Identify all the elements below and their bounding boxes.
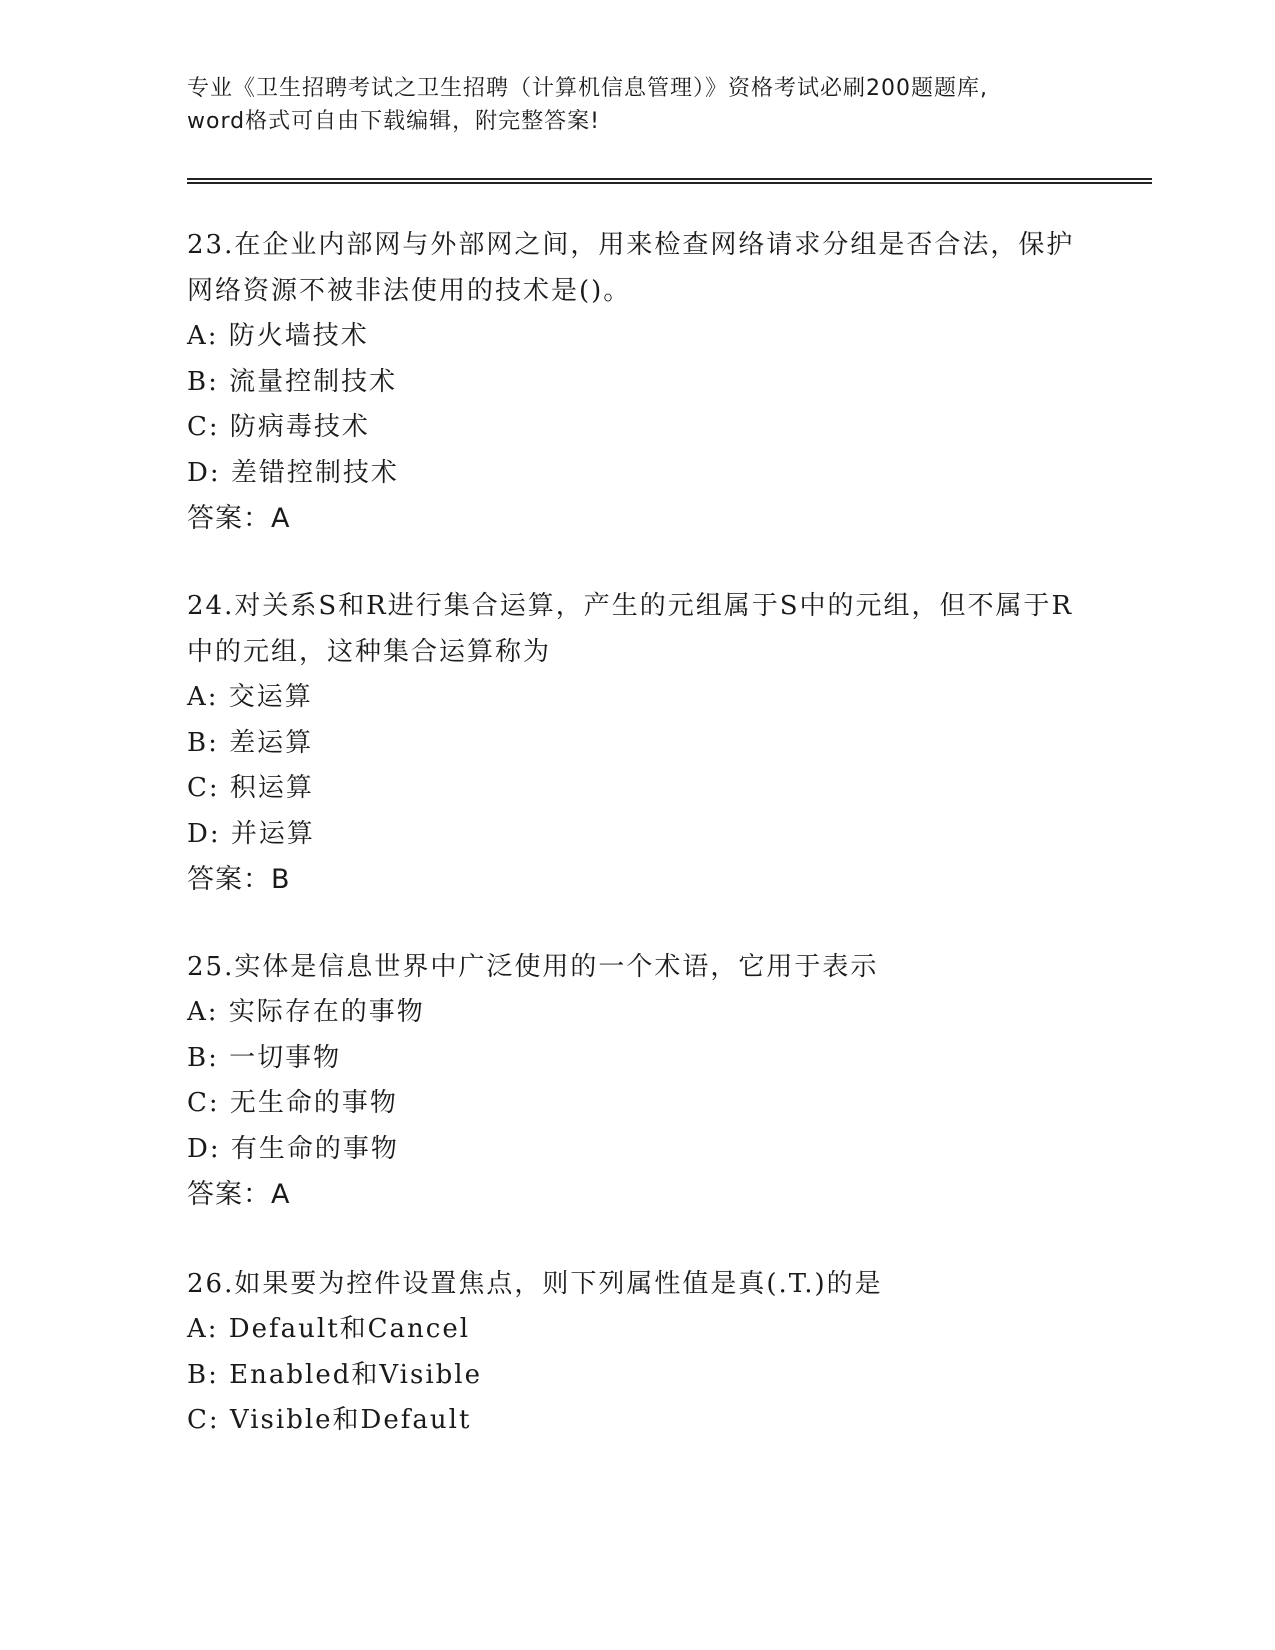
option-c: C: 积运算: [187, 773, 314, 803]
document-header: [187, 72, 1087, 138]
option-a: A: 实际存在的事物: [187, 997, 425, 1027]
header-line-1: 专业《卫生招聘考试之卫生招聘（计算机信息管理）》资格考试必刷200题题库,: [187, 76, 988, 101]
option-b: B: 一切事物: [187, 1042, 342, 1073]
question-25: [187, 944, 1087, 1218]
question-23: [187, 222, 1087, 542]
question-stem: 26.如果要为控件设置焦点，则下列属性值是真(.T.)的是: [187, 1269, 883, 1299]
option-b: B: 差运算: [187, 727, 314, 758]
option-c: C: 防病毒技术: [187, 412, 370, 442]
option-b: B: Enabled和Visible: [187, 1359, 482, 1390]
question-24: [187, 583, 1087, 903]
option-a: A: Default和Cancel: [187, 1314, 471, 1344]
question-stem: 23.在企业内部网与外部网之间，用来检查网络请求分组是否合法，保护网络资源不被非法使用的技术是()。: [187, 230, 1075, 306]
answer: 答案：B: [187, 864, 291, 895]
question-stem: 24.对关系S和R进行集合运算，产生的元组属于S中的元组，但不属于R中的元组，这种集合运算称为: [187, 591, 1074, 667]
option-c: C: Visible和Default: [187, 1405, 472, 1435]
option-d: D: 有生命的事物: [187, 1133, 399, 1164]
question-26: [187, 1261, 1087, 1444]
option-d: D: 差错控制技术: [187, 457, 399, 488]
option-a: A: 防火墙技术: [187, 321, 369, 351]
option-d: D: 并运算: [187, 818, 315, 849]
option-b: B: 流量控制技术: [187, 366, 398, 397]
question-stem: 25.实体是信息世界中广泛使用的一个术语，它用于表示: [187, 952, 879, 982]
option-c: C: 无生命的事物: [187, 1088, 398, 1118]
header-divider: [187, 178, 1152, 184]
answer: 答案：A: [187, 503, 291, 534]
header-line-2: word格式可自由下载编辑，附完整答案!: [187, 109, 600, 134]
answer: 答案：A: [187, 1179, 291, 1210]
option-a: A: 交运算: [187, 682, 313, 712]
